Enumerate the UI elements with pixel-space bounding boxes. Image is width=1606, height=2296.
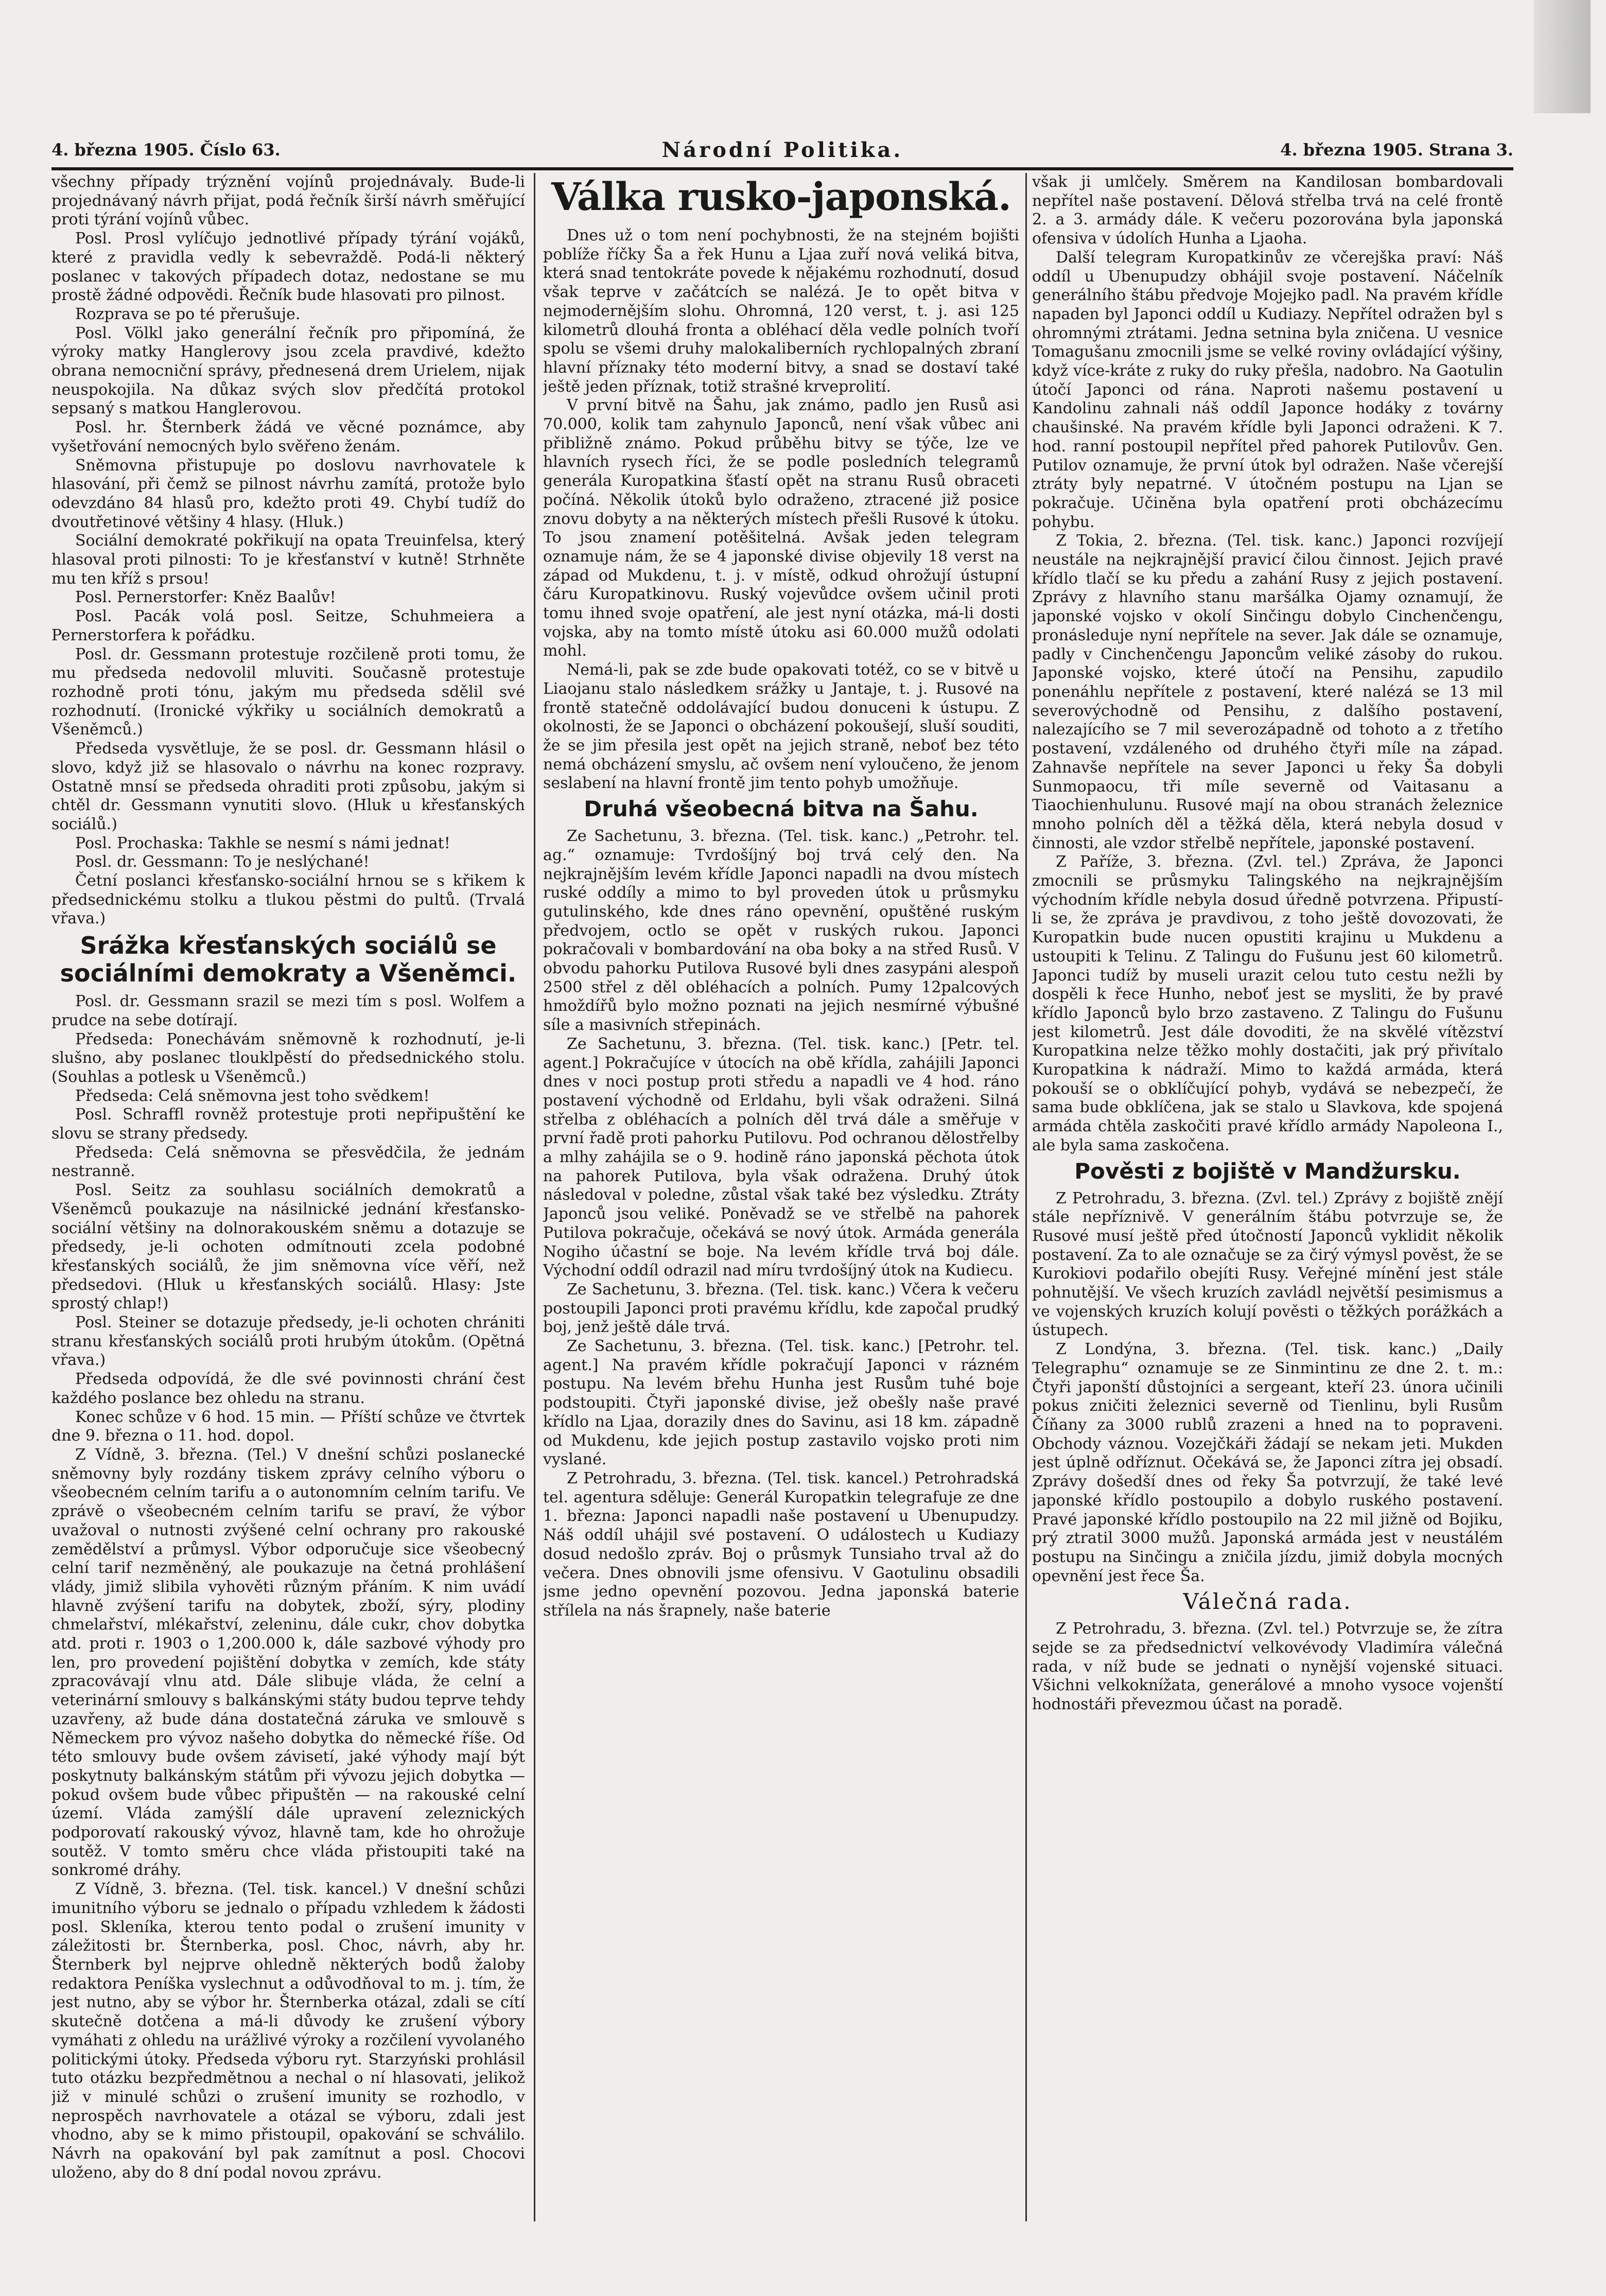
article-paragraph: Posl. dr. Gessmann srazil se mezi tím s posl. Wolfem a prudce na sebe dotírají. bbox=[51, 992, 525, 1029]
article-paragraph: Z Londýna, 3. března. (Tel. tisk. kanc.) „Daily Telegraphu“ oznamuje se ze Sinmintinu ze dne 2. t. m.: Čtyři japonští důstojníci a sergeant, kteří 23. února učinili pokus zničiti železnici severně od Tienlinu, byli Rusům Číňany za 3000 rublů zrazeni a hned na to popraveni. Obchody váznou. Vozejčkáři žádají se nekam jeti. Mukden jest úplně odříznut. Očekává se, že Japonci zítra jej obsadí. Zprávy došedší dnes od řeky Ša potvrzují, že také levé japonské křídlo postoupilo a dobylo ruského postavení. Pravé japonské křídlo postoupilo na 22 mil jižně od Bojiku, prý ztratil 3000 mužů. Japonská armáda jest v neustálém postupu na Sinčingu a zničila jízdu, jimiž dobyla mocných opevnění jest řece Ša. bbox=[1032, 1340, 1503, 1585]
article-paragraph: Z Paříže, 3. března. (Zvl. tel.) Zpráva, že Japonci zmocnili se průsmyku Talingského na nejkrajnějším východním křídle nebyla dosud úředně potvrzena. Připustí-li se, že zpráva je pravdivou, z toho ještě dovozovati, že Kuropatkin bude nucen opustiti krajinu u Mukdenu a ustoupiti k Telinu. Z Talingu do Fušunu jest 60 kilometrů. Japonci tudíž by museli urazit celou tuto cestu nežli by dospěli k řece Hunho, neboť jest se mysliti, že by pravé křídlo Japonců bylo brzo zastaveno. Z Talingu do Fušunu jest kilometrů. Jest dále dovoditi, že na skvělé vítězství Kuropatkina nelze těžko mohly dostačiti, jak prý přivítalo Kuropatkina k nádraží. Mimo to každá armáda, která pokouší se o obklíčující pohyb, vydává se nebezpečí, že sama bude obklíčena, jak se stalo u Slavkova, kde spojená armáda chtěla zaskočiti pravé křídlo armády Napoleona I., ale byla sama zaskočena. bbox=[1032, 853, 1503, 1154]
article-headline: Válečná rada. bbox=[1183, 1589, 1352, 1615]
article-paragraph: Z Petrohradu, 3. března. (Tel. tisk. kancel.) Petrohradská tel. agentura sděluje: Generál Kuropatkin telegrafuje ze dne 1. března: Japonci napadli naše postavení u Ubenupudzy. Náš oddíl uhájil své postavení. O událostech u Kudiazy dosud nedošlo zpráv. Boj o průsmyk Tunsiaho trval až do večera. Dnes obnovili jsme ofensivu. V Gaotulinu obsadili jsme jedno opevnění pozovou. Jedna japonská baterie střílela na nás šrapnely, naše baterie bbox=[543, 1469, 1019, 1620]
article-paragraph: Předseda odpovídá, že dle své povinnosti chrání čest každého poslance bez ohledu na stranu. bbox=[51, 1370, 525, 1407]
article-paragraph: Ze Sachetunu, 3. března. (Tel. tisk. kanc.) Včera k večeru postoupili Japonci proti pravému křídlu, kde započal prudký boj, jenž ještě dále trvá. bbox=[543, 1280, 1019, 1337]
article-headline: Druhá všeobecná bitva na Šahu. bbox=[584, 796, 979, 822]
article-paragraph: Z Petrohradu, 3. března. (Zvl. tel.) Potvrzuje se, že zítra sejde se za předsednictví velkovévody Vladimíra válečná rada, v níž bude se jednati o nynější vojenské situaci. Všichni velkoknížata, generálové a mnoho vysoce vojenští hodnostáři převezmou účast na poradě. bbox=[1032, 1620, 1503, 1714]
article-headline: Srážka křesťanských sociálů se sociálními demokraty a Všeněmci. bbox=[60, 932, 517, 988]
article-paragraph: Rozprava se po té přerušuje. bbox=[75, 305, 301, 323]
article-paragraph: Posl. dr. Gessmann: To je neslýchané! bbox=[75, 853, 370, 871]
page-number: 4. března 1905. Strana 3. bbox=[1280, 140, 1513, 160]
article-headline: Válka rusko-japonská. bbox=[551, 175, 1011, 219]
article-paragraph: Z Vídně, 3. března. (Tel. tisk. kancel.) V dnešní schůzi imunitního výboru se jednalo o případu vzhledem k žádosti posl. Skleníka, kterou tento podal o zrušení imunity v záležitosti br. Šternberka, posl. Choc, návrh, aby hr. Šternberk byl nejprve ohledně některých bodů žaloby redaktora Peníška vyslechnut a odůvodňoval to m. j. tím, že jest nutno, aby se výbor hr. Šternberka otázal, zdali se cítí skutečně dotčena a má-li důvody ke zrušení výbory vymáhati z ohledu na urážlivé výroky a rozčilení vyvolaného politickými útoky. Předseda výboru ryt. Starzyński prohlásil tuto otázku bezpředmětnou a nechal o ní hlasovati, jelikož již v minulé schůzi o zrušení imunity se rozhodlo, v neprospěch navrhovatele a otázal se výboru, zdali jest vhodno, aby se k mimo přistoupil, opakování se schválilo. Návrh na opakování byl pak zamítnut a posl. Chocovi uloženo, aby do 8 dní podal novou zprávu. bbox=[51, 1880, 525, 2182]
article-paragraph: V první bitvě na Šahu, jak známo, padlo jen Rusů asi 70.000, kolik tam zahynulo Japonců, není však vůbec ani přibližně známo. Pokud průběhu bitvy se týče, lze ve hlavních rysech říci, že se podle posledních telegramů generála Kuropatkina šťastí opět na stranu Rusů obraceti počíná. Několik útoků bylo odraženo, ztracené již posice znovu dobyty a na některých místech přešli Rusové k útoku. To jsou znamení potěšitelná. Avšak jeden telegram oznamuje nám, že se 4 japonské divise objevily 18 verst na západ od Mukdenu, t. j. v místě, odkud ohrožují ústupní čáru Kuropatkinovu. Ruský vojevůdce ovšem učinil proti tomu ihned svoje opatření, ale jest nyní otázka, má-li dosti vojska, aby na tomto místě útoku asi 60.000 mužů odolati mohl. bbox=[543, 396, 1019, 660]
article-paragraph: Posl. Pacák volá posl. Seitze, Schuhmeiera a Pernerstorfera k pořádku. bbox=[51, 607, 525, 644]
article-paragraph: Posl. hr. Šternberk žádá ve věcné poznámce, aby vyšetřování nemocných bylo svěřeno ženám. bbox=[51, 418, 525, 455]
article-paragraph: Ze Sachetunu, 3. března. (Tel. tisk. kanc.) [Petr. tel. agent.] Pokračujíce v útocích na obě křídla, zahájili Japonci dnes v noci postup proti středu a napadli ve 4 hod. ráno postavení východně od Erldahu, byli však odraženi. Silná střelba z obléhacích a polních děl trvá dále a směřuje v první řadě proti pahorku Putilovu. Pod ochranou dělostřelby a mlhy zahájila se o 9. hodině ráno japonská pěchota útok na pahorek Putilova, byla však odražena. Druhý útok následoval v poledne, zůstal však také bez výsledku. Ztráty Japonců jsou veliké. Poněvadž se ve střelbě na pahorek Putilova pokračuje, očekává se nový útok. Armáda generála Nogiho účastní se boje. Na levém křídle trvá boj dále. Východní oddíl odrazil nad míru tvrdošíjný útok na Kudiecu. bbox=[543, 1035, 1019, 1280]
article-paragraph: Posl. Pernerstorfer: Kněz Baalův! bbox=[75, 588, 336, 607]
article-paragraph: Ze Sachetunu, 3. března. (Tel. tisk. kanc.) „Petrohr. tel. ag.“ oznamuje: Tvrdošíjný boj trvá celý den. Na nejkrajnějším levém křídle Japonci napadli na dvou místech ruské oddíly a mimo to byl proveden útok u průsmyku gutulinského, kde dnes ráno opevnění, opuštěné ruským předvojem, octlo se opět v ruských rukou. Japonci pokračovali v bombardování na oba boky a na střed Rusů. V obvodu pahorku Putilova Rusové byli dnes zasypáni alespoň 2500 střel z děl obléhacích a polních. Pumy 12palcových hmoždířů bylo možno poznati na jejich nesmírné výbušné síle a masivních střepinách. bbox=[543, 827, 1019, 1035]
article-paragraph: všechny případy trýznění vojínů projednávaly. Bude-li projednávaný návrh přijat, podá řečník širší návrh směřující proti týrání vojínů vůbec. bbox=[51, 173, 525, 229]
article-paragraph: Posl. dr. Gessmann protestuje rozčileně proti tomu, že mu předseda nedovolil mluviti. Současně protestuje rozhodně proti tónu, jakým mu předseda sdělil své rozhodnutí. (Ironické výkřiky u sociálních demokratů a Všeněmců.) bbox=[51, 645, 525, 739]
article-paragraph: Posl. Schraffl rovněž protestuje proti nepřipuštění ke slovu se strany předsedy. bbox=[51, 1106, 525, 1143]
article-paragraph: Předseda: Celá sněmovna jest toho svědkem! bbox=[75, 1086, 430, 1105]
article-paragraph: Posl. Völkl jako generální řečník pro připomíná, že výroky matky Hanglerovy jsou zcela pravdivé, kdežto obrana nemocniční správy, přednesená drem Urielem, nijak neuspokojila. Na důkaz svých slov předčítá protokol sepsaný s matkou Hanglerovou. bbox=[51, 324, 525, 418]
right-column bbox=[1032, 173, 1503, 2232]
article-paragraph: Z Vídně, 3. března. (Tel.) V dnešní schůzi poslanecké sněmovny byly rozdány tiskem zprávy celního výboru o všeobecném celním tarifu a o autonomním celním tarifu. Ve zprávě o všeobecném celním tarifu se praví, že výbor uvažoval o nutnosti zvýšené celní ochrany pro rakouské zemědělství a průmysl. Výbor odporučuje sice všeobecný celní tarif nezměněný, ale poukazuje na četná prohlášení vlády, jimiž slibila vyhověti různým přáním. K nim uvádí hlavně zvýšení tarifu na dobytek, zboží, sýry, plodiny chmelařství, mlékařství, zeleninu, dále cukr, chov dobytka atd. proti r. 1903 o 1,200.000 k, dále sazbové výhody pro len, pro provedení pojištění dobytka v zemích, kde státy zpracovávají vlnu atd. Dále slibuje vláda, že celní a veterinární smlouvy s balkánskými státy budou teprve tehdy uzavřeny, až bude dána dostatečná záruka ve smlouvě s Německem pro vývoz našeho dobytka do německé říše. Od této smlouvy bude ovšem závisetí, jaké výhody mají být poskytnuty balkánským státům při vývozu jejich dobytka — pokud ovšem bude vůbec připuštěn — na rakouské celní území. Vláda zamýšlí dále upravení zeleznických podporovatí rakouský vývoz, hlavně tam, kde ho ohrožuje soutěž. V tomto směru chce vláda přistoupiti také na sonkromé dráhy. bbox=[51, 1446, 525, 1880]
article-paragraph: Další telegram Kuropatkinův ze včerejška praví: Náš oddíl u Ubenupudzy obhájil svoje postavení. Náčelník generálního štábu předvoje Mojejko padl. Na pravém křídle napaden byl Japonci oddíl u Kudiazy. Nepřítel odražen byl s ohromnými ztrátami. Jedna setnina byla zničena. U vesnice Tomagušanu zmocnili jsme se velké roviny ovládající výšiny, když více-kráte z ruky do ruky přešla, nadobro. Na Gaotulin útočí Japonci od rána. Naproti našemu postavení u Kandolinu zahnali náš oddíl Japonce hodáky z továrny chaušinské. Na pravém křídle byli Japonci odraženi. K 7. hod. ranní postoupil nepřítel před pahorek Putilovův. Gen. Putilov oznamuje, že první útok byl odražen. Naše včerejší ztráty byly nepatrné. V útočném postupu na Ljan se pokračuje. Učiněna byla opatření proti obcházecímu pohybu. bbox=[1032, 248, 1503, 531]
article-paragraph: Předseda: Ponechávám sněmovně k rozhodnutí, je-li slušno, aby poslanec tlouklpěstí do předsednického stolu. (Souhlas a potlesk u Všeněmců.) bbox=[51, 1030, 525, 1086]
article-paragraph: však ji umlčely. Směrem na Kandilosan bombardovali nepřítel naše postavení. Dělová střelba trvá na celé frontě 2. a 3. armády dále. K večeru pozorována byla japonská ofensiva v údolích Hunha a Ljaoha. bbox=[1032, 173, 1503, 248]
article-paragraph: Posl. Prochaska: Takhle se nesmí s námi jednat! bbox=[75, 834, 450, 852]
article-paragraph: Předseda: Celá sněmovna se přesvědčila, že jednám nestranně. bbox=[51, 1143, 525, 1181]
article-paragraph: Posl. Prosl vylíčujo jednotlivé případy týrání vojáků, které z pravidla vedly k sebevraždě. Podá-li některý poslanec v takových případech dotaz, nedostane se mu prostě žádné odpovědi. Řečník bude hlasovati pro pilnost. bbox=[51, 230, 525, 305]
article-paragraph: Z Tokia, 2. března. (Tel. tisk. kanc.) Japonci rozvíjejí neustále na nejkrajnější pravicí čilou činnost. Jejich pravé křídlo tlačí se ku předu a zahání Rusy z jejich postavení. Zprávy z hlavního stanu maršálka Ojamy oznamují, že japonské vojsko v okolí Sinčingu dobylo Cinchenčengu, pronásleduje nyní nepřítele na sever. Jak dále se oznamuje, padly v Cinchenčengu Japoncům veliké zásoby do rukou. Japonské vojsko, které útočí na Pensihu, zapudilo ponenáhlu nepřítele z postavení, které nalézá se 13 mil severovýchodně od Pensihu, z dalšího postavení, nalezajícího se 7 mil severozápadně od tohoto a z třetího postavení, vzdáleného od druhého čtyři míle na západ. Zahnavše nepřítele na sever Japonci u řeky Ša dobyli Sunmopaocu, tři míle severně od Vaitasanu a Tiaochienhulunu. Rusové mají na obou stranách železnice mnoho polních děl a těžká děla, která nebyla dosud v činnosti, ale vzdor střelbě nepřítele, japonské postavení. bbox=[1032, 532, 1503, 852]
article-paragraph: Sněmovna přistupuje po doslovu navrhovatele k hlasování, při čemž se pilnost návrhu zamítá, protože bylo odevzdáno 84 hlasů pro, kdežto proti 49. Chybí tudíž do dvoutřetinové většiny 4 hlasy. (Hluk.) bbox=[51, 456, 525, 531]
left-column bbox=[51, 173, 525, 2232]
page-fold bbox=[1534, 0, 1591, 113]
column-divider bbox=[534, 173, 535, 2221]
issue-date: 4. března 1905. Číslo 63. bbox=[51, 140, 281, 160]
article-paragraph: Nemá-li, pak se zde bude opakovati totéž, co se v bitvě u Liaojanu stalo následkem srážky u Jantaje, t. j. Rusové na frontě statečně oddolávající budou donuceni k ústupu. Z okolnosti, že se Japonci o obcházení pokoušejí, sluší souditi, že se jim přesila jest opět na jejich straně, neboť bez této nemá obcházení smyslu, ač ovšem není vyloučeno, že jenom seslabení na hlavní frontě jim tento pohyb umožňuje. bbox=[543, 661, 1019, 793]
article-paragraph: Četní poslanci křesťansko-sociální hrnou se s křikem k předsednickému stolku a tlukou pěstmi do pultů. (Trvalá vřava.) bbox=[51, 872, 525, 928]
article-headline: Pověsti z bojiště v Mandžursku. bbox=[1074, 1158, 1461, 1184]
article-paragraph: Předseda vysvětluje, že se posl. dr. Gessmann hlásil o slovo, když již se hlasovalo o návrhu na konec rozpravy. Ostatně mnsí se předseda ohraditi proti způsobu, jakým si chtěl dr. Gessmann vynutiti slovo. (Hluk u křesťanských sociálů.) bbox=[51, 740, 525, 833]
article-paragraph: Dnes už o tom není pochybnosti, že na stejném bojišti poblíže říčky Ša a řek Hunu a Ljaa zuří nová veliká bitva, která snad tentokráte povede k nějakému rozhodnutí, dosud však teprve v začátcích se nalézá. Je to opět bitva v nejmodernějším slohu. Ohromná, 120 verst, t. j. asi 125 kilometrů dlouhá fronta a obléhací děla vedle polních tvoří spolu se všemi druhy malokaliberních rychlopalných zbraní hlavní příznaky této moderní bitvy, a snad se dostaví také ještě jeden příznak, totiž strašné krveprolití. bbox=[543, 226, 1019, 396]
article-paragraph: Z Petrohradu, 3. března. (Zvl. tel.) Zprávy z bojiště znějí stále nepříznivě. V generálním štábu potvrzuje se, že Rusové musí ještě před útočností Japonců vyklidit několik postavení. Za to ale označuje se za čirý výmysl pověst, že se Kurokiovi podařilo obejíti Rusy. Veřejné mínění jest stále pohnutější. Ve všech kruzích zavládl největší pesimismus a ve vojenských kruzích kolují pověsti o těžkých porážkách a ústupech. bbox=[1032, 1189, 1503, 1340]
article-paragraph: Konec schůze v 6 hod. 15 min. — Příští schůze ve čtvrtek dne 9. března o 11. hod. dopol. bbox=[51, 1408, 525, 1445]
middle-column bbox=[543, 173, 1019, 2232]
column-divider bbox=[1025, 173, 1027, 2221]
article-paragraph: Ze Sachetunu, 3. března. (Tel. tisk. kanc.) [Petrohr. tel. agent.] Na pravém křídle pokračují Japonci v rázném postupu. Na levém břehu Hunha jest Rusům tuhé boje podstoupiti. Čtyři japonské divise, jež obešly naše pravé křídlo na Ljaa, dorazily dnes do Savinu, asi 18 km. západně od Mukdenu, kde jejich postup zastavilo vojsko proti nim vyslané. bbox=[543, 1337, 1019, 1469]
page-header bbox=[51, 140, 1513, 171]
article-paragraph: Posl. Steiner se dotazuje předsedy, je-li ochoten chrániti stranu křesťanských sociálů proti hrubým útokům. (Opětná vřava.) bbox=[51, 1313, 525, 1370]
article-paragraph: Posl. Seitz za souhlasu sociálních demokratů a Všeněmců poukazuje na násilnické jednání křesťansko-sociální většiny na dolnorakouském sněmu a dotazuje se předsedy, je-li ochoten odmítnouti zcela podobné křesťanských sociálů, že jim sněmovna více věří, než předsedovi. (Hluk u křesťanských sociálů. Hlasy: Jste sprostý chlap!) bbox=[51, 1181, 525, 1313]
newspaper-title: Národní Politika. bbox=[661, 138, 903, 162]
article-paragraph: Sociální demokraté pokřikují na opata Treuinfelsa, který hlasoval proti pilnosti: To je křesťanství v kutně! Strhněte mu ten kříž s prsou! bbox=[51, 532, 525, 588]
header-rule bbox=[51, 167, 1513, 170]
